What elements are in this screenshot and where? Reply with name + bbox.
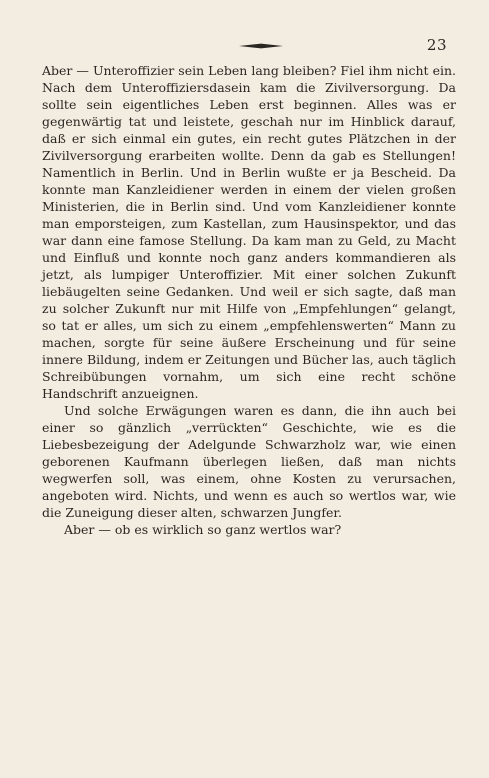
paragraph-3: Aber — ob es wirklich so ganz wertlos war? <box>64 522 342 537</box>
page-number: 23 <box>426 36 447 54</box>
paragraph-2: Und solche Erwägungen waren es dann, die ihn auch bei einer so gänzlich „verrückten“ Geschichte, wie es die Liebesbezeigung der Adelgunde Schwarzholz war, wie einen geborenen Kaufmann überlegen ließen, daß man nichts wegwerfen soll, was einem, ohne Kosten zu verursachen, angeboten wird. Nichts, und wenn es auch so wertlos war, wie die Zuneigung dieser alten, schwarzen Jungfer. <box>42 403 456 520</box>
body-text <box>42 62 456 538</box>
dash-ornament-icon <box>239 43 283 49</box>
paragraph-1: Aber — Unteroffizier sein Leben lang bleiben? Fiel ihm nicht ein. Nach dem Unteroffiziersdasein kam die Zivilversorgung. Da sollte sein eigentliches Leben erst beginnen. Alles was er gegenwärtig tat und leistete, geschah nur im Hinblick darauf, daß er sich einmal ein gutes, ein recht gutes Plätzchen in der Zivilversorgung erarbeiten wollte. Denn da gab es Stellungen! Namentlich in Berlin. Und in Berlin wußte er ja Bescheid. Da konnte man Kanzleidiener werden in einem der vielen großen Ministerien, die in Berlin sind. Und vom Kanzleidiener konnte man emporsteigen, zum Kastellan, zum Hausinspektor, und das war dann eine famose Stellung. Da kam man zu Geld, zu Macht und Einfluß und konnte noch ganz anders kommandieren als jetzt, als lumpiger Unteroffizier. Mit einer solchen Zukunft liebäugelten seine Gedanken. Und weil er sich sagte, daß man zu solcher Zukunft nur mit Hilfe von „Empfehlungen“ gelangt, so tat er alles, um sich zu einem „empfehlenswerten“ Mann zu machen, sorgte für seine äußere Erscheinung und für seine innere Bildung, indem er Zeitungen und Bücher las, auch täglich Schreibübungen vornahm, um sich eine recht schöne Handschrift anzueignen. <box>42 63 456 401</box>
page-header <box>36 36 453 62</box>
